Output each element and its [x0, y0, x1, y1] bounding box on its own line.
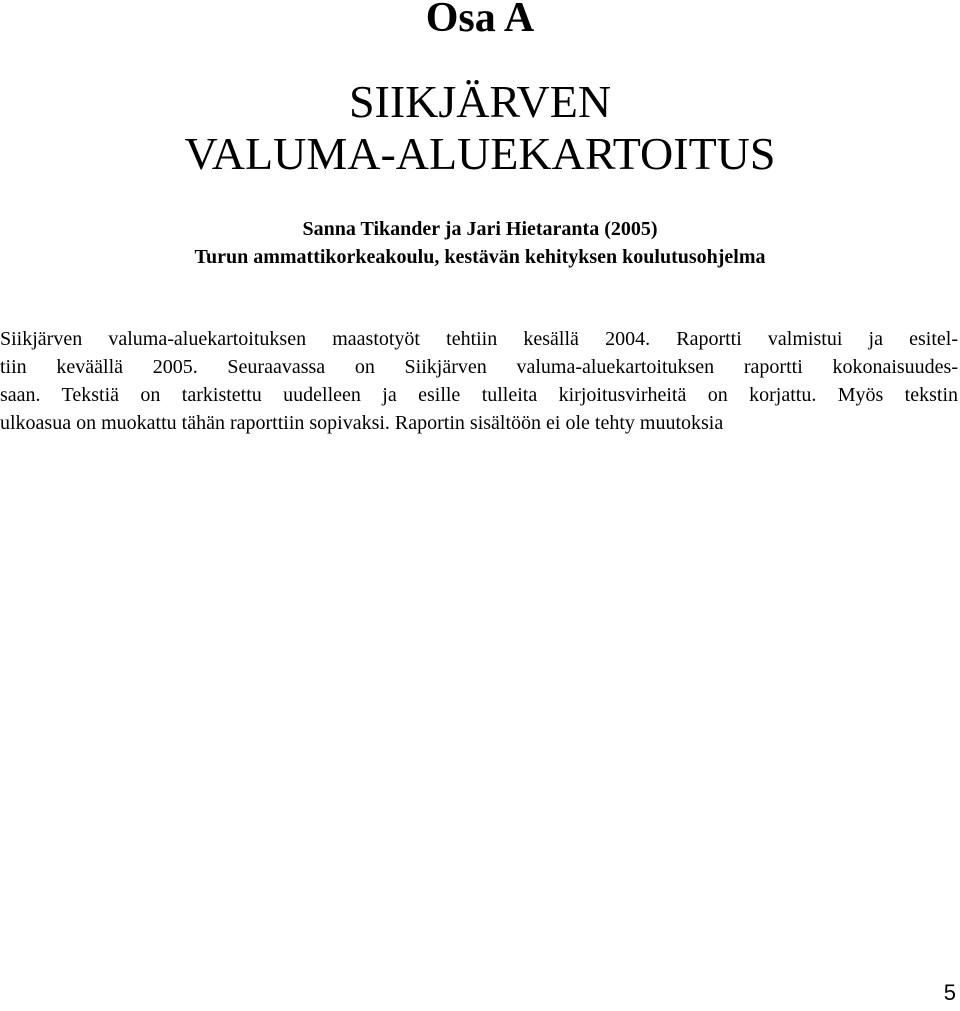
- paragraph-line: Siikjärven valuma-aluekartoituksen maastotyöt tehtiin kesällä 2004. Raportti valmistui ja esitel-: [0, 328, 958, 350]
- byline: [0, 215, 960, 271]
- section-label: Osa A: [425, 0, 535, 41]
- page-number: 5: [943, 980, 956, 1005]
- document-title: [0, 76, 960, 180]
- authors: Sanna Tikander ja Jari Hietaranta (2005): [302, 218, 658, 240]
- paragraph-line: saan. Tekstiä on tarkistettu uudelleen ja esille tulleita kirjoitusvirheitä on korjattu. Myös tekstin: [0, 384, 958, 406]
- intro-paragraph: [0, 325, 958, 437]
- paragraph-line: tiin keväällä 2005. Seuraavassa on Siikjärven valuma-aluekartoituksen raportti kokonaisuudes-: [0, 356, 958, 378]
- document-title-line-2: VALUMA-ALUEKARTOITUS: [184, 128, 776, 179]
- institution: Turun ammattikorkeakoulu, kestävän kehityksen koulutusohjelma: [194, 246, 766, 268]
- paragraph-line: ulkoasua on muokattu tähän raporttiin sopivaksi. Raportin sisältöön ei ole tehty muutoksia: [0, 412, 724, 434]
- document-title-line-1: SIIKJÄRVEN: [348, 76, 612, 127]
